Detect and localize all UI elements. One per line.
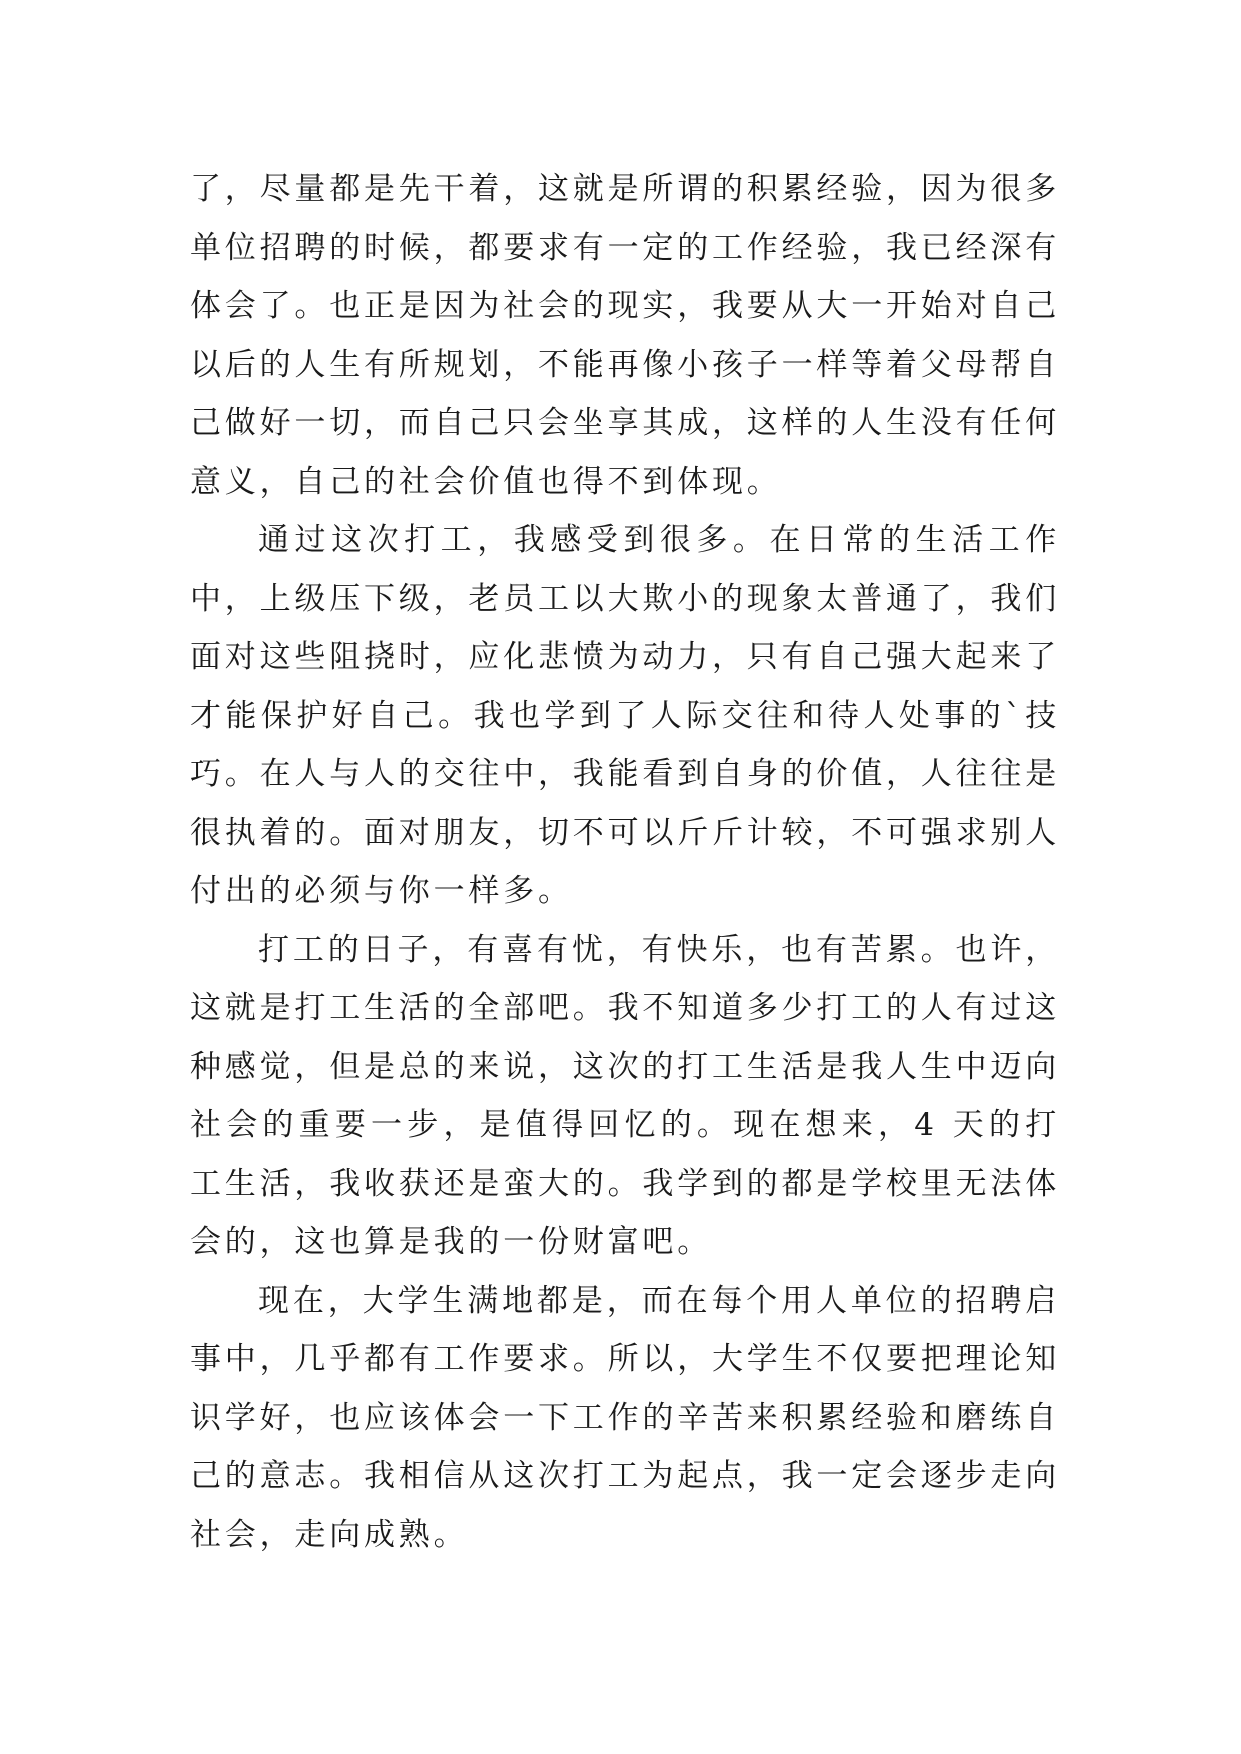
paragraph-3: 打工的日子，有喜有忧，有快乐，也有苦累。也许，这就是打工生活的全部吧。我不知道多少打工的人有过这种感觉，但是总的来说，这次的打工生活是我人生中迈向社会的重要一步，是值得回忆的。现在想来，4 天的打工生活，我收获还是蛮大的。我学到的都是学校里无法体会的，这也算是我的一份财富吧。 <box>190 931 1060 1260</box>
paragraph-1: 了，尽量都是先干着，这就是所谓的积累经验，因为很多单位招聘的时候，都要求有一定的工作经验，我已经深有体会了。也正是因为社会的现实，我要从大一开始对自己以后的人生有所规划，不能再像小孩子一样等着父母帮自己做好一切，而自己只会坐享其成，这样的人生没有任何意义，自己的社会价值也得不到体现。 <box>190 171 1060 500</box>
paragraph-2: 通过这次打工，我感受到很多。在日常的生活工作中，上级压下级，老员工以大欺小的现象太普通了，我们面对这些阻挠时，应化悲愤为动力，只有自己强大起来了才能保护好自己。我也学到了人际交往和待人处事的`技巧。在人与人的交往中，我能看到自身的价值，人往往是很执着的。面对朋友，切不可以斤斤计较，不可强求别人付出的必须与你一样多。 <box>190 522 1060 909</box>
body-text <box>190 160 1060 1564</box>
paragraph-4: 现在，大学生满地都是，而在每个用人单位的招聘启事中，几乎都有工作要求。所以，大学生不仅要把理论知识学好，也应该体会一下工作的辛苦来积累经验和磨练自己的意志。我相信从这次打工为起点，我一定会逐步走向社会，走向成熟。 <box>190 1282 1060 1553</box>
